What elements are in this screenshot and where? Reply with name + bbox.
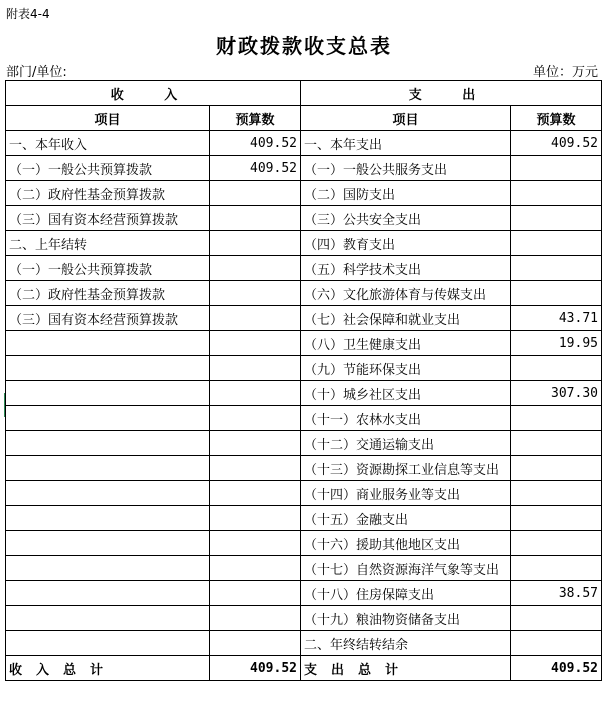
table-row	[6, 281, 602, 306]
income-item-cell[interactable]	[6, 381, 210, 406]
expense-value-cell[interactable]: 307.30	[511, 381, 602, 406]
expense-item-cell[interactable]: （二）国防支出	[301, 181, 511, 206]
table-row	[6, 556, 602, 581]
column-header-row	[6, 106, 602, 131]
expense-value-cell[interactable]	[511, 556, 602, 581]
table-row	[6, 606, 602, 631]
expense-total-value[interactable]: 409.52	[511, 656, 602, 681]
department-label: 部门/单位:	[6, 65, 67, 80]
income-value-cell[interactable]	[210, 381, 301, 406]
expense-value-cell[interactable]	[511, 406, 602, 431]
expense-item-cell[interactable]: （九）节能环保支出	[301, 356, 511, 381]
income-value-cell[interactable]	[210, 581, 301, 606]
income-item-cell[interactable]: （三）国有资本经营预算拨款	[6, 306, 210, 331]
income-value-cell[interactable]	[210, 406, 301, 431]
income-total-label[interactable]: 收入总计	[6, 656, 210, 681]
table-row	[6, 481, 602, 506]
income-value-cell[interactable]	[210, 331, 301, 356]
income-total-value[interactable]: 409.52	[210, 656, 301, 681]
expense-value-cell[interactable]	[511, 606, 602, 631]
income-item-cell[interactable]: 一、本年收入	[6, 131, 210, 156]
expense-item-cell[interactable]: （十五）金融支出	[301, 506, 511, 531]
table-row	[6, 456, 602, 481]
expense-item-cell[interactable]: （八）卫生健康支出	[301, 331, 511, 356]
income-value-cell[interactable]	[210, 531, 301, 556]
expense-item-cell[interactable]: （十七）自然资源海洋气象等支出	[301, 556, 511, 581]
section-header-row	[6, 81, 602, 106]
income-value-cell[interactable]	[210, 606, 301, 631]
income-value-cell[interactable]	[210, 456, 301, 481]
table-row	[6, 231, 602, 256]
expense-item-cell[interactable]: 一、本年支出	[301, 131, 511, 156]
income-item-cell[interactable]	[6, 606, 210, 631]
table-row	[6, 181, 602, 206]
expense-value-cell[interactable]	[511, 256, 602, 281]
income-value-cell[interactable]	[210, 231, 301, 256]
income-value-cell[interactable]: 409.52	[210, 156, 301, 181]
expense-item-cell[interactable]: （十六）援助其他地区支出	[301, 531, 511, 556]
table-row	[6, 431, 602, 456]
expense-value-cell[interactable]	[511, 506, 602, 531]
expense-item-cell[interactable]: 二、年终结转结余	[301, 631, 511, 656]
expense-item-cell[interactable]: （十三）资源勘探工业信息等支出	[301, 456, 511, 481]
attachment-label: 附表4-4	[6, 7, 50, 21]
income-value-cell[interactable]	[210, 181, 301, 206]
expense-value-cell[interactable]	[511, 231, 602, 256]
income-item-cell[interactable]: （一）一般公共预算拨款	[6, 256, 210, 281]
income-item-cell[interactable]	[6, 556, 210, 581]
income-item-cell[interactable]: 二、上年结转	[6, 231, 210, 256]
income-value-cell[interactable]	[210, 256, 301, 281]
income-value-cell[interactable]	[210, 431, 301, 456]
income-item-cell[interactable]	[6, 481, 210, 506]
table-row	[6, 531, 602, 556]
expense-value-cell[interactable]: 19.95	[511, 331, 602, 356]
income-item-cell[interactable]	[6, 431, 210, 456]
expense-item-col-header: 项目	[301, 106, 511, 131]
income-value-cell[interactable]	[210, 356, 301, 381]
expense-value-cell[interactable]: 43.71	[511, 306, 602, 331]
income-item-cell[interactable]	[6, 531, 210, 556]
table-row	[6, 306, 602, 331]
table-row	[6, 331, 602, 356]
fiscal-summary-table	[5, 80, 602, 681]
expense-value-cell[interactable]	[511, 631, 602, 656]
expense-value-cell[interactable]: 409.52	[511, 131, 602, 156]
table-row	[6, 256, 602, 281]
expense-total-label[interactable]: 支出总计	[301, 656, 511, 681]
income-value-cell[interactable]	[210, 556, 301, 581]
total-row	[6, 656, 602, 681]
expense-value-cell[interactable]: 38.57	[511, 581, 602, 606]
expense-item-cell[interactable]: （十二）交通运输支出	[301, 431, 511, 456]
income-value-cell[interactable]: 409.52	[210, 131, 301, 156]
expense-item-cell[interactable]: （十九）粮油物资储备支出	[301, 606, 511, 631]
expense-item-cell[interactable]: （十）城乡社区支出	[301, 381, 511, 406]
expense-item-cell[interactable]: （一）一般公共服务支出	[301, 156, 511, 181]
income-item-cell[interactable]: （三）国有资本经营预算拨款	[6, 206, 210, 231]
expense-value-cell[interactable]	[511, 156, 602, 181]
expense-item-cell[interactable]: （十八）住房保障支出	[301, 581, 511, 606]
income-item-cell[interactable]	[6, 581, 210, 606]
income-value-cell[interactable]	[210, 281, 301, 306]
expense-item-cell[interactable]: （四）教育支出	[301, 231, 511, 256]
income-item-cell[interactable]	[6, 331, 210, 356]
table-row	[6, 506, 602, 531]
expense-item-cell[interactable]: （五）科学技术支出	[301, 256, 511, 281]
expense-budget-col-header: 预算数	[511, 106, 602, 131]
expense-value-cell[interactable]	[511, 206, 602, 231]
income-item-col-header: 项目	[6, 106, 210, 131]
expense-item-cell[interactable]: （十一）农林水支出	[301, 406, 511, 431]
expense-value-cell[interactable]	[511, 181, 602, 206]
expense-item-cell[interactable]: （三）公共安全支出	[301, 206, 511, 231]
expense-item-cell[interactable]: （七）社会保障和就业支出	[301, 306, 511, 331]
income-item-cell[interactable]	[6, 406, 210, 431]
expense-value-cell[interactable]	[511, 531, 602, 556]
income-value-cell[interactable]	[210, 206, 301, 231]
table-row	[6, 381, 602, 406]
expense-value-cell[interactable]	[511, 356, 602, 381]
income-value-cell[interactable]	[210, 506, 301, 531]
income-value-cell[interactable]	[210, 306, 301, 331]
income-item-cell[interactable]	[6, 356, 210, 381]
income-item-cell[interactable]: （二）政府性基金预算拨款	[6, 181, 210, 206]
unit-label: 单位：万元	[532, 65, 598, 80]
income-item-cell[interactable]	[6, 631, 210, 656]
income-item-cell[interactable]	[6, 456, 210, 481]
income-item-cell[interactable]: （二）政府性基金预算拨款	[6, 281, 210, 306]
expense-header: 支 出	[301, 81, 602, 106]
income-item-cell[interactable]	[6, 506, 210, 531]
expense-item-cell[interactable]: （十四）商业服务业等支出	[301, 481, 511, 506]
expense-value-cell[interactable]	[511, 281, 602, 306]
table-row	[6, 356, 602, 381]
expense-value-cell[interactable]	[511, 431, 602, 456]
table-row	[6, 131, 602, 156]
table-row	[6, 156, 602, 181]
expense-item-cell[interactable]: （六）文化旅游体育与传媒支出	[301, 281, 511, 306]
expense-value-cell[interactable]	[511, 481, 602, 506]
table-row	[6, 406, 602, 431]
table-row	[6, 631, 602, 656]
income-item-cell[interactable]: （一）一般公共预算拨款	[6, 156, 210, 181]
page-title: 财政拨款收支总表	[216, 34, 392, 58]
table-row	[6, 206, 602, 231]
income-value-cell[interactable]	[210, 631, 301, 656]
income-budget-col-header: 预算数	[210, 106, 301, 131]
expense-value-cell[interactable]	[511, 456, 602, 481]
income-value-cell[interactable]	[210, 481, 301, 506]
income-header: 收 入	[6, 81, 301, 106]
table-row	[6, 581, 602, 606]
